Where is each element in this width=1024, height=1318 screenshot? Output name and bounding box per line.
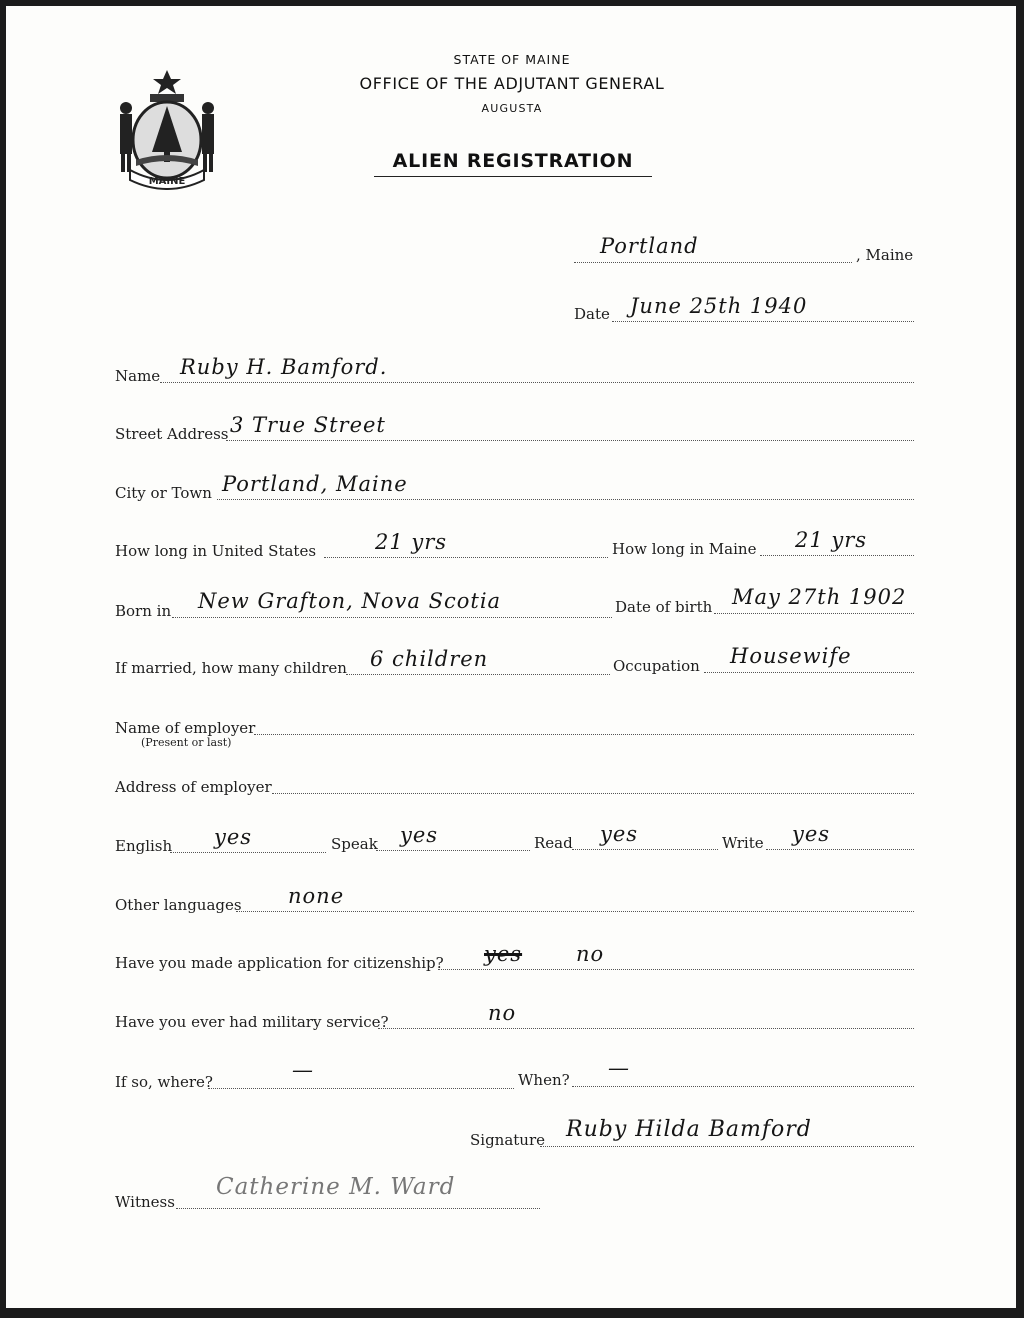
children-line	[346, 674, 610, 675]
street-value: 3 True Street	[230, 413, 386, 437]
other-languages-line	[236, 911, 914, 912]
name-label: Name	[115, 367, 161, 385]
seal-banner-text: MAINE	[148, 176, 186, 187]
town-value: Portland	[600, 234, 699, 258]
witness-label: Witness	[115, 1193, 175, 1211]
date-label: Date	[574, 305, 610, 323]
english-label: English	[115, 837, 173, 855]
where-value: —	[292, 1058, 314, 1082]
employer-address-label: Address of employer	[115, 778, 272, 796]
name-value: Ruby H. Bamford.	[180, 355, 388, 379]
long-maine-label: How long in Maine	[612, 540, 757, 558]
military-line	[378, 1028, 914, 1029]
military-value: no	[488, 1001, 517, 1025]
long-us-label: How long in United States	[115, 542, 317, 560]
long-maine-line	[760, 555, 914, 556]
city-value: Portland, Maine	[222, 472, 408, 496]
signature-line	[540, 1146, 914, 1147]
write-label: Write	[722, 834, 764, 852]
read-line	[572, 849, 718, 850]
citizenship-struck-value: yes	[484, 942, 523, 966]
city-label: City or Town	[115, 484, 212, 502]
speak-value: yes	[400, 823, 439, 847]
where-label: If so, where?	[115, 1073, 213, 1091]
citizenship-line	[438, 969, 914, 970]
name-line	[160, 382, 914, 383]
long-us-value: 21 yrs	[375, 530, 448, 554]
born-line	[172, 617, 612, 618]
other-languages-value: none	[288, 884, 345, 908]
other-languages-label: Other languages	[115, 896, 242, 914]
born-value: New Grafton, Nova Scotia	[198, 589, 502, 613]
write-line	[766, 849, 914, 850]
dob-value: May 27th 1902	[732, 585, 907, 609]
children-value: 6 children	[370, 647, 489, 671]
form-sheet	[6, 6, 1016, 1308]
dob-line	[714, 613, 914, 614]
town-line	[574, 262, 852, 263]
street-label: Street Address	[115, 425, 229, 443]
speak-label: Speak	[331, 835, 378, 853]
date-value: June 25th 1940	[630, 294, 808, 318]
citizenship-value: no	[576, 942, 605, 966]
signature-label: Signature	[470, 1131, 546, 1149]
occupation-line	[704, 672, 914, 673]
witness-value: Catherine M. Ward	[216, 1174, 456, 1200]
citizenship-label: Have you made application for citizenship?	[115, 954, 444, 972]
maine-label: , Maine	[856, 246, 914, 264]
born-label: Born in	[115, 602, 172, 620]
when-line	[572, 1086, 914, 1087]
read-value: yes	[600, 822, 639, 846]
read-label: Read	[534, 834, 573, 852]
military-label: Have you ever had military service?	[115, 1013, 389, 1031]
write-value: yes	[792, 822, 831, 846]
employer-sublabel: (Present or last)	[141, 736, 232, 749]
english-value: yes	[214, 825, 253, 849]
speak-line	[376, 850, 530, 851]
dob-label: Date of birth	[615, 598, 713, 616]
city-line	[217, 499, 914, 500]
street-line	[226, 440, 914, 441]
when-value: —	[608, 1056, 630, 1080]
occupation-value: Housewife	[730, 644, 852, 668]
state-heading: STATE OF MAINE	[453, 52, 571, 67]
employer-line	[254, 734, 914, 735]
witness-line	[176, 1208, 540, 1209]
children-label: If married, how many children	[115, 659, 347, 677]
employer-address-line	[272, 793, 914, 794]
english-line	[170, 852, 326, 853]
where-line	[208, 1088, 514, 1089]
when-label: When?	[518, 1071, 570, 1089]
long-us-line	[324, 557, 608, 558]
office-heading: OFFICE OF THE ADJUTANT GENERAL	[359, 74, 665, 93]
city-heading: AUGUSTA	[481, 102, 543, 115]
date-line	[612, 321, 914, 322]
long-maine-value: 21 yrs	[795, 528, 868, 552]
form-title: ALIEN REGISTRATION	[374, 150, 652, 177]
occupation-label: Occupation	[613, 657, 700, 675]
employer-label: Name of employer	[115, 719, 256, 737]
signature-value: Ruby Hilda Bamford	[566, 1117, 812, 1142]
